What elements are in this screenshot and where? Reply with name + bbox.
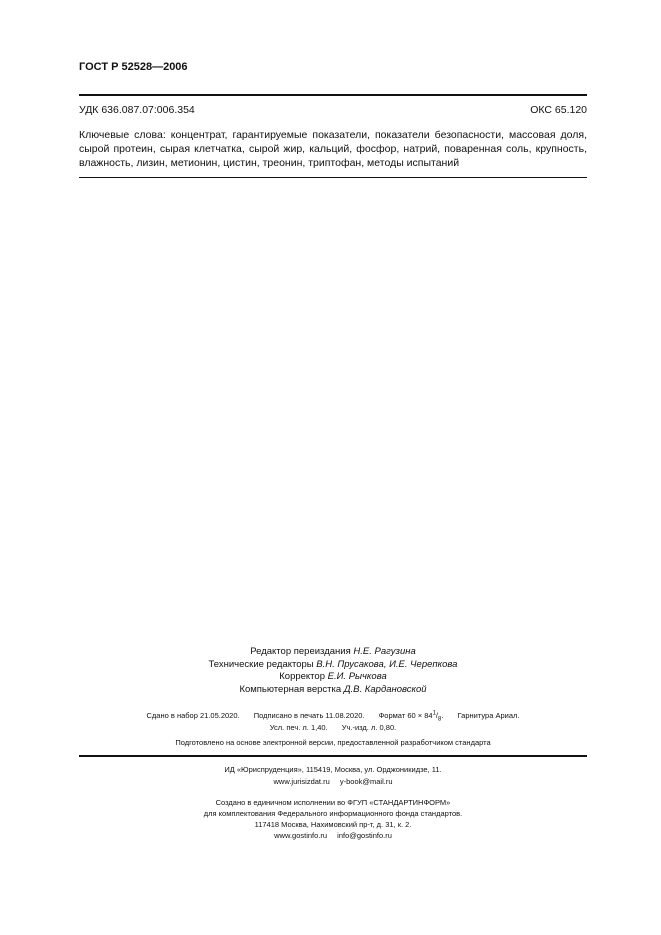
credits-block: [79, 646, 587, 696]
credit-name: Д.В. Кардановской: [343, 683, 427, 695]
bottom-divider: [79, 755, 587, 757]
udk-code: УДК 636.087.07:006.354: [79, 104, 195, 116]
credit-name: Е.И. Рычкова: [327, 671, 387, 682]
top-divider: [79, 94, 587, 96]
print-info-row: [79, 710, 587, 722]
keywords-line: сырой протеин, сырая клетчатка, сырой жир, кальций, фосфор, натрий, поваренная соль, крупность,: [79, 143, 587, 155]
sent-date: Сдано в набор 21.05.2020.: [146, 710, 240, 720]
publisher-contacts: [79, 776, 587, 788]
maker-contacts: [79, 830, 587, 841]
publisher-email-link[interactable]: y-book@mail.ru: [339, 776, 393, 786]
maker-site-link[interactable]: www.gostinfo.ru: [274, 831, 328, 840]
maker-block: [79, 797, 587, 841]
credit-role: Технические редакторы: [208, 658, 314, 670]
keywords-divider: [79, 177, 587, 178]
keywords-line: Ключевые слова: концентрат, гарантируемые показатели, показатели безопасности, массовая доля,: [79, 129, 587, 141]
credit-corrector: [79, 671, 587, 684]
credit-name: В.Н. Прусакова, И.Е. Черепкова: [316, 658, 458, 670]
credit-name: Н.Е. Рагузина: [353, 646, 416, 657]
signed-date: Подписано в печать 11.08.2020.: [253, 710, 365, 720]
credit-layout: [79, 684, 587, 697]
prepared-note: Подготовлено на основе электронной версии, предоставленной разработчиком стандарта: [175, 738, 491, 747]
keywords-line: влажность, лизин, метионин, цистин, треонин, триптофан, методы испытаний: [79, 157, 460, 169]
credit-editor: [79, 646, 587, 659]
print-sheets-row: [79, 723, 587, 732]
keywords-block: [79, 128, 587, 170]
format-denominator: 8: [438, 716, 442, 722]
maker-line: для комплектования Федерального информационного фонда стандартов.: [203, 809, 463, 818]
maker-email-link[interactable]: info@gostinfo.ru: [337, 831, 392, 840]
usl-pech: Усл. печ. л. 1,40.: [269, 723, 328, 732]
maker-line: Создано в единичном исполнении во ФГУП «СТАНДАРТИНФОРМ»: [215, 798, 451, 807]
maker-line: 117418 Москва, Нахимовский пр-т, д. 31, к. 2.: [254, 820, 412, 829]
publisher-block: [79, 764, 587, 787]
publisher-address: ИД «Юриспруденция», 115419, Москва, ул. Орджоникидзе, 11.: [224, 765, 442, 774]
uch-izd: Уч.-изд. л. 0,80.: [341, 723, 397, 732]
credit-role: Редактор переиздания: [250, 646, 351, 657]
format-prefix: Формат 60 × 84: [378, 710, 433, 720]
credit-role: Компьютерная верстка: [239, 683, 342, 695]
publisher-site-link[interactable]: www.jurisizdat.ru: [273, 776, 330, 786]
oks-code: ОКС 65.120: [530, 104, 587, 116]
credit-tech-editors: [79, 659, 587, 672]
paper-format: Формат $60 \times 84^1/_8$.: [378, 710, 444, 722]
credit-role: Корректор: [279, 671, 325, 682]
document-id: ГОСТ Р 52528—2006: [79, 61, 188, 73]
format-numerator: 1: [432, 710, 436, 716]
font-name: Гарнитура Ариал.: [457, 710, 520, 720]
